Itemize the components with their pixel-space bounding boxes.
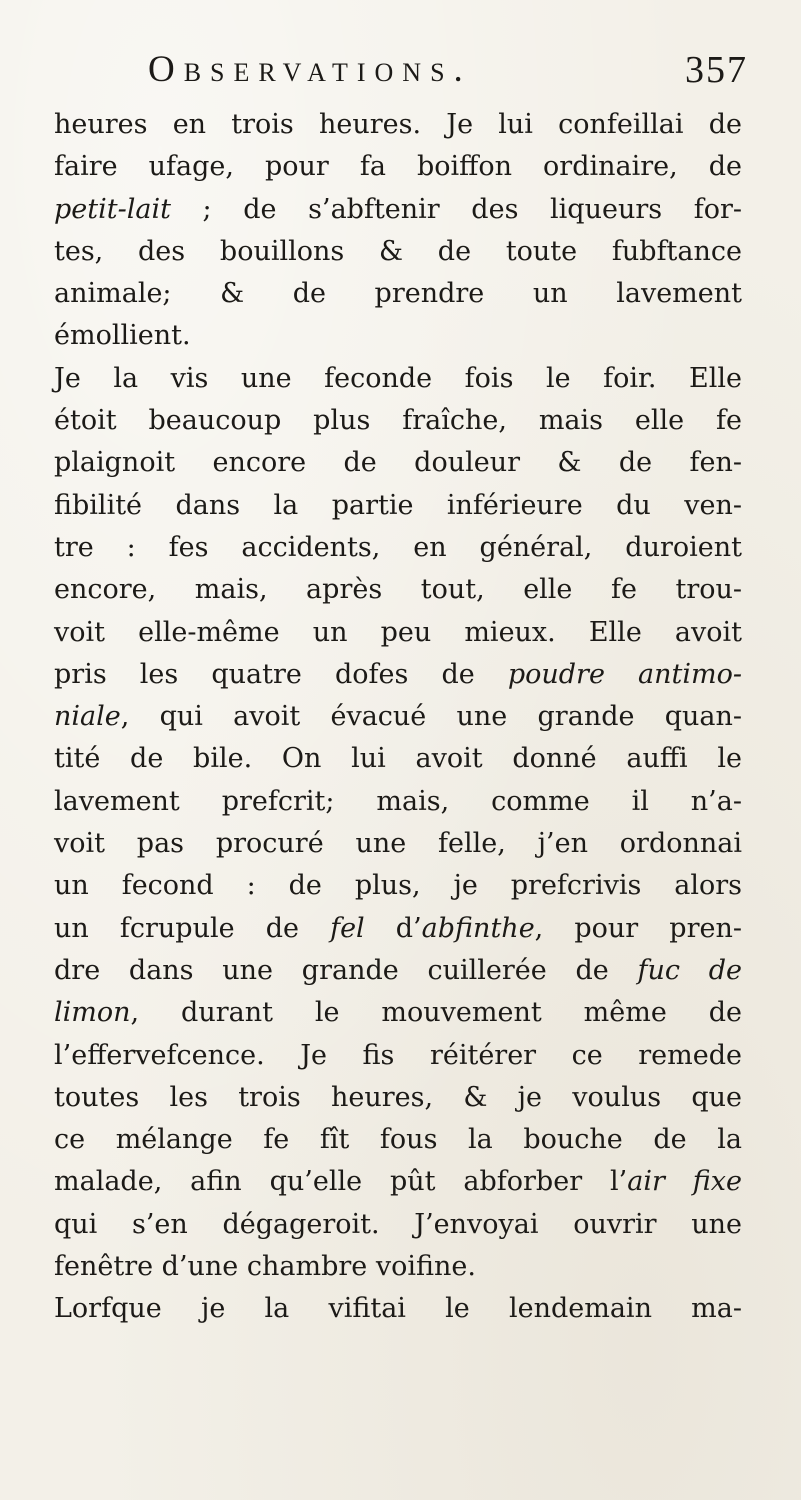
text-segment: qui s’en dégageroit. J’envoyai ouvrir une xyxy=(54,1208,742,1240)
italic-text: niale xyxy=(54,701,121,733)
text-segment: tes, des bouillons & de toute fubftance xyxy=(54,235,742,267)
text-segment: Je la vis une feconde fois le foir. Elle xyxy=(54,362,742,394)
text-segment: heures en trois heures. Je lui confeillai de xyxy=(54,109,742,140)
text-segment: toutes les trois heures, & je voulus que xyxy=(54,1081,742,1113)
text-line xyxy=(54,1119,742,1161)
text-line xyxy=(54,1246,742,1288)
text-line xyxy=(54,865,742,907)
text-line xyxy=(54,315,742,357)
running-head xyxy=(148,48,748,92)
text-segment: pris les quatre dofes de xyxy=(54,658,508,690)
text-line xyxy=(54,569,742,611)
text-segment: animale; & de prendre un lavement xyxy=(54,278,742,310)
text-line xyxy=(54,1035,742,1077)
text-segment: faire ufage, pour fa boiffon ordinaire, de xyxy=(54,151,742,183)
text-line xyxy=(54,992,742,1034)
body-text xyxy=(54,104,742,1331)
italic-text: limon xyxy=(54,997,131,1029)
text-segment: fenêtre d’une chambre voifine. xyxy=(54,1251,476,1283)
italic-text: abfinthe xyxy=(421,912,535,944)
text-segment: un fecond : de plus, je prefcrivis alors xyxy=(54,870,742,902)
italic-text: air fixe xyxy=(627,1166,742,1198)
text-segment: tre : fes accidents, en général, duroient xyxy=(54,531,742,563)
text-line xyxy=(54,1161,742,1203)
text-segment: voit elle-même un peu mieux. Elle avoit xyxy=(54,616,742,648)
text-segment: encore, mais, après tout, elle fe trou- xyxy=(54,574,742,606)
text-line xyxy=(54,104,742,146)
italic-text: petit-lait xyxy=(54,193,171,225)
text-line xyxy=(54,400,742,442)
text-segment: plaignoit encore de douleur & de fen- xyxy=(54,447,742,479)
text-line xyxy=(54,146,742,188)
text-line xyxy=(54,950,742,992)
text-segment: étoit beaucoup plus fraîche, mais elle fe xyxy=(54,405,742,437)
text-segment: lavement prefcrit; mais, comme il n’a- xyxy=(54,785,742,817)
text-segment: , qui avoit évacué une grande quan- xyxy=(120,701,742,733)
text-segment: dre dans une grande cuillerée de xyxy=(54,954,638,986)
text-segment: tité de bile. On lui avoit donné auffi le xyxy=(54,743,742,775)
text-line xyxy=(54,273,742,315)
text-segment: voit pas procuré une felle, j’en ordonnai xyxy=(54,828,742,860)
text-segment: un fcrupule de xyxy=(54,912,331,944)
text-segment: ; de s’abftenir des liqueurs for- xyxy=(170,193,742,225)
text-line xyxy=(54,1288,742,1330)
text-segment: malade, afin qu’elle pût abforber l’ xyxy=(54,1166,628,1198)
text-segment: fibilité dans la partie inférieure du ven- xyxy=(54,489,742,521)
text-line xyxy=(54,358,742,400)
italic-text: poudre antimo- xyxy=(507,658,743,690)
text-line xyxy=(54,442,742,484)
running-title: Observations. xyxy=(148,49,472,90)
text-line xyxy=(54,189,742,231)
text-segment: d’ xyxy=(364,912,422,944)
text-line xyxy=(54,527,742,569)
italic-text: fuc de xyxy=(637,954,742,986)
italic-text: fel xyxy=(330,912,365,944)
text-line xyxy=(54,1204,742,1246)
text-line xyxy=(54,823,742,865)
text-line xyxy=(54,1077,742,1119)
text-segment: Lorfque je la vifitai le lendemain ma- xyxy=(54,1293,742,1325)
text-segment: ce mélange fe fît fous la bouche de la xyxy=(54,1124,742,1156)
text-line xyxy=(54,612,742,654)
text-line xyxy=(54,654,742,696)
text-segment: , durant le mouvement même de xyxy=(130,997,742,1029)
text-segment: émollient. xyxy=(54,320,191,352)
text-line xyxy=(54,781,742,823)
page-number: 357 xyxy=(685,49,748,91)
text-line xyxy=(54,696,742,738)
text-line xyxy=(54,738,742,780)
text-line xyxy=(54,908,742,950)
text-line xyxy=(54,485,742,527)
text-line xyxy=(54,231,742,273)
text-segment: l’effervefcence. Je fis réitérer ce remede xyxy=(54,1039,742,1071)
text-segment: , pour pren- xyxy=(534,912,742,944)
